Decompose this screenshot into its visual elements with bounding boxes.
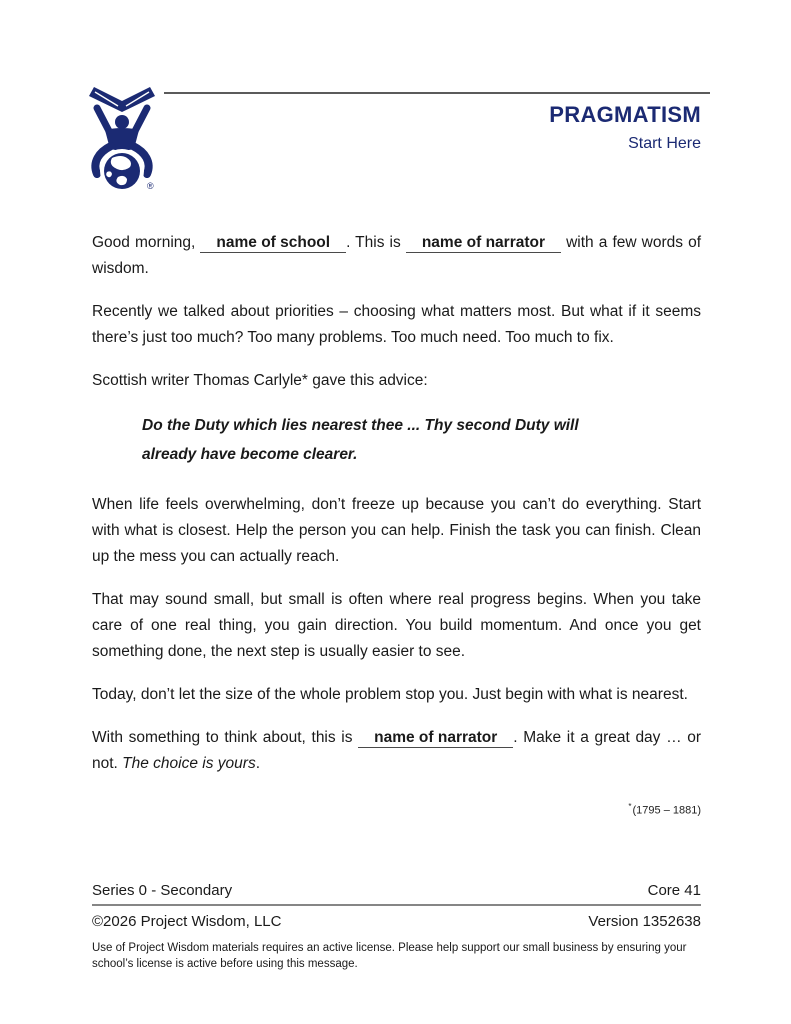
closing-italic: The choice is yours <box>122 755 256 772</box>
footer-rule <box>92 904 701 906</box>
paragraph-overwhelming: When life feels overwhelming, don’t freeze up because you can’t do everything. Start with what is closest. Help the person you can help. Finish the task you can finish. Clean up the mess you can actually reach. <box>92 496 701 565</box>
copyright-label: ©2026 Project Wisdom, LLC <box>92 913 282 930</box>
figure-book-globe-icon <box>84 86 160 196</box>
script-body <box>92 230 701 824</box>
footnote-marker: * <box>628 802 632 811</box>
closing-text-1: With something to think about, this is <box>92 729 359 746</box>
registered-trademark-icon: ® <box>147 181 154 191</box>
paragraph-today: Today, don’t let the size of the whole problem stop you. Just begin with what is nearest. <box>92 686 688 703</box>
header-rule <box>164 92 710 94</box>
footnote-dates <box>92 794 701 824</box>
paragraph-greeting <box>92 230 701 282</box>
quote-line-2: already have become clearer. <box>142 446 358 463</box>
paragraph-closing <box>92 725 701 777</box>
greeting-text-2: . This is <box>346 234 406 251</box>
footnote-text: (1795 – 1881) <box>632 804 701 817</box>
closing-text-3: . <box>255 755 261 772</box>
greeting-text-3: with a few words of wisdom. <box>92 234 702 277</box>
series-label: Series 0 - Secondary <box>92 882 233 899</box>
page-title: PRAGMATISM <box>549 102 701 127</box>
core-label: Core 41 <box>647 882 701 899</box>
closing-text-2: . Make it a great day … or not. <box>92 729 702 772</box>
carlyle-quote <box>142 411 701 469</box>
footer-copyright-row <box>92 912 701 931</box>
footer-series-row <box>92 881 701 900</box>
quote-line-1: Do the Duty which lies nearest thee ... Thy second Duty will <box>142 417 579 434</box>
greeting-text-1: Good morning, <box>92 234 201 251</box>
project-wisdom-logo <box>84 86 160 196</box>
page-subtitle: Start Here <box>628 135 701 152</box>
blank-name-of-narrator: name of narrator <box>406 233 561 253</box>
paragraph-small-progress: That may sound small, but small is often where real progress begins. When you take care of one real thing, you gain direction. You build momentum. And once you get something done, the next step is usually easier to see. <box>92 591 701 660</box>
paragraph-carlyle-intro: Scottish writer Thomas Carlyle* gave this advice: <box>92 372 428 389</box>
paragraph-recently: Recently we talked about priorities – choosing what matters most. But what if it seems there’s just too much? Too many problems. Too much need. Too much to fix. <box>92 303 701 346</box>
version-label: Version 1352638 <box>588 913 701 930</box>
page-footer <box>92 881 701 972</box>
blank-name-of-narrator-2: name of narrator <box>358 728 513 748</box>
blank-name-of-school: name of school <box>200 233 346 253</box>
license-notice: Use of Project Wisdom materials requires an active license. Please help support our small business by ensuring your school’s license is active before using this message. <box>92 942 687 970</box>
title-block <box>549 102 701 153</box>
